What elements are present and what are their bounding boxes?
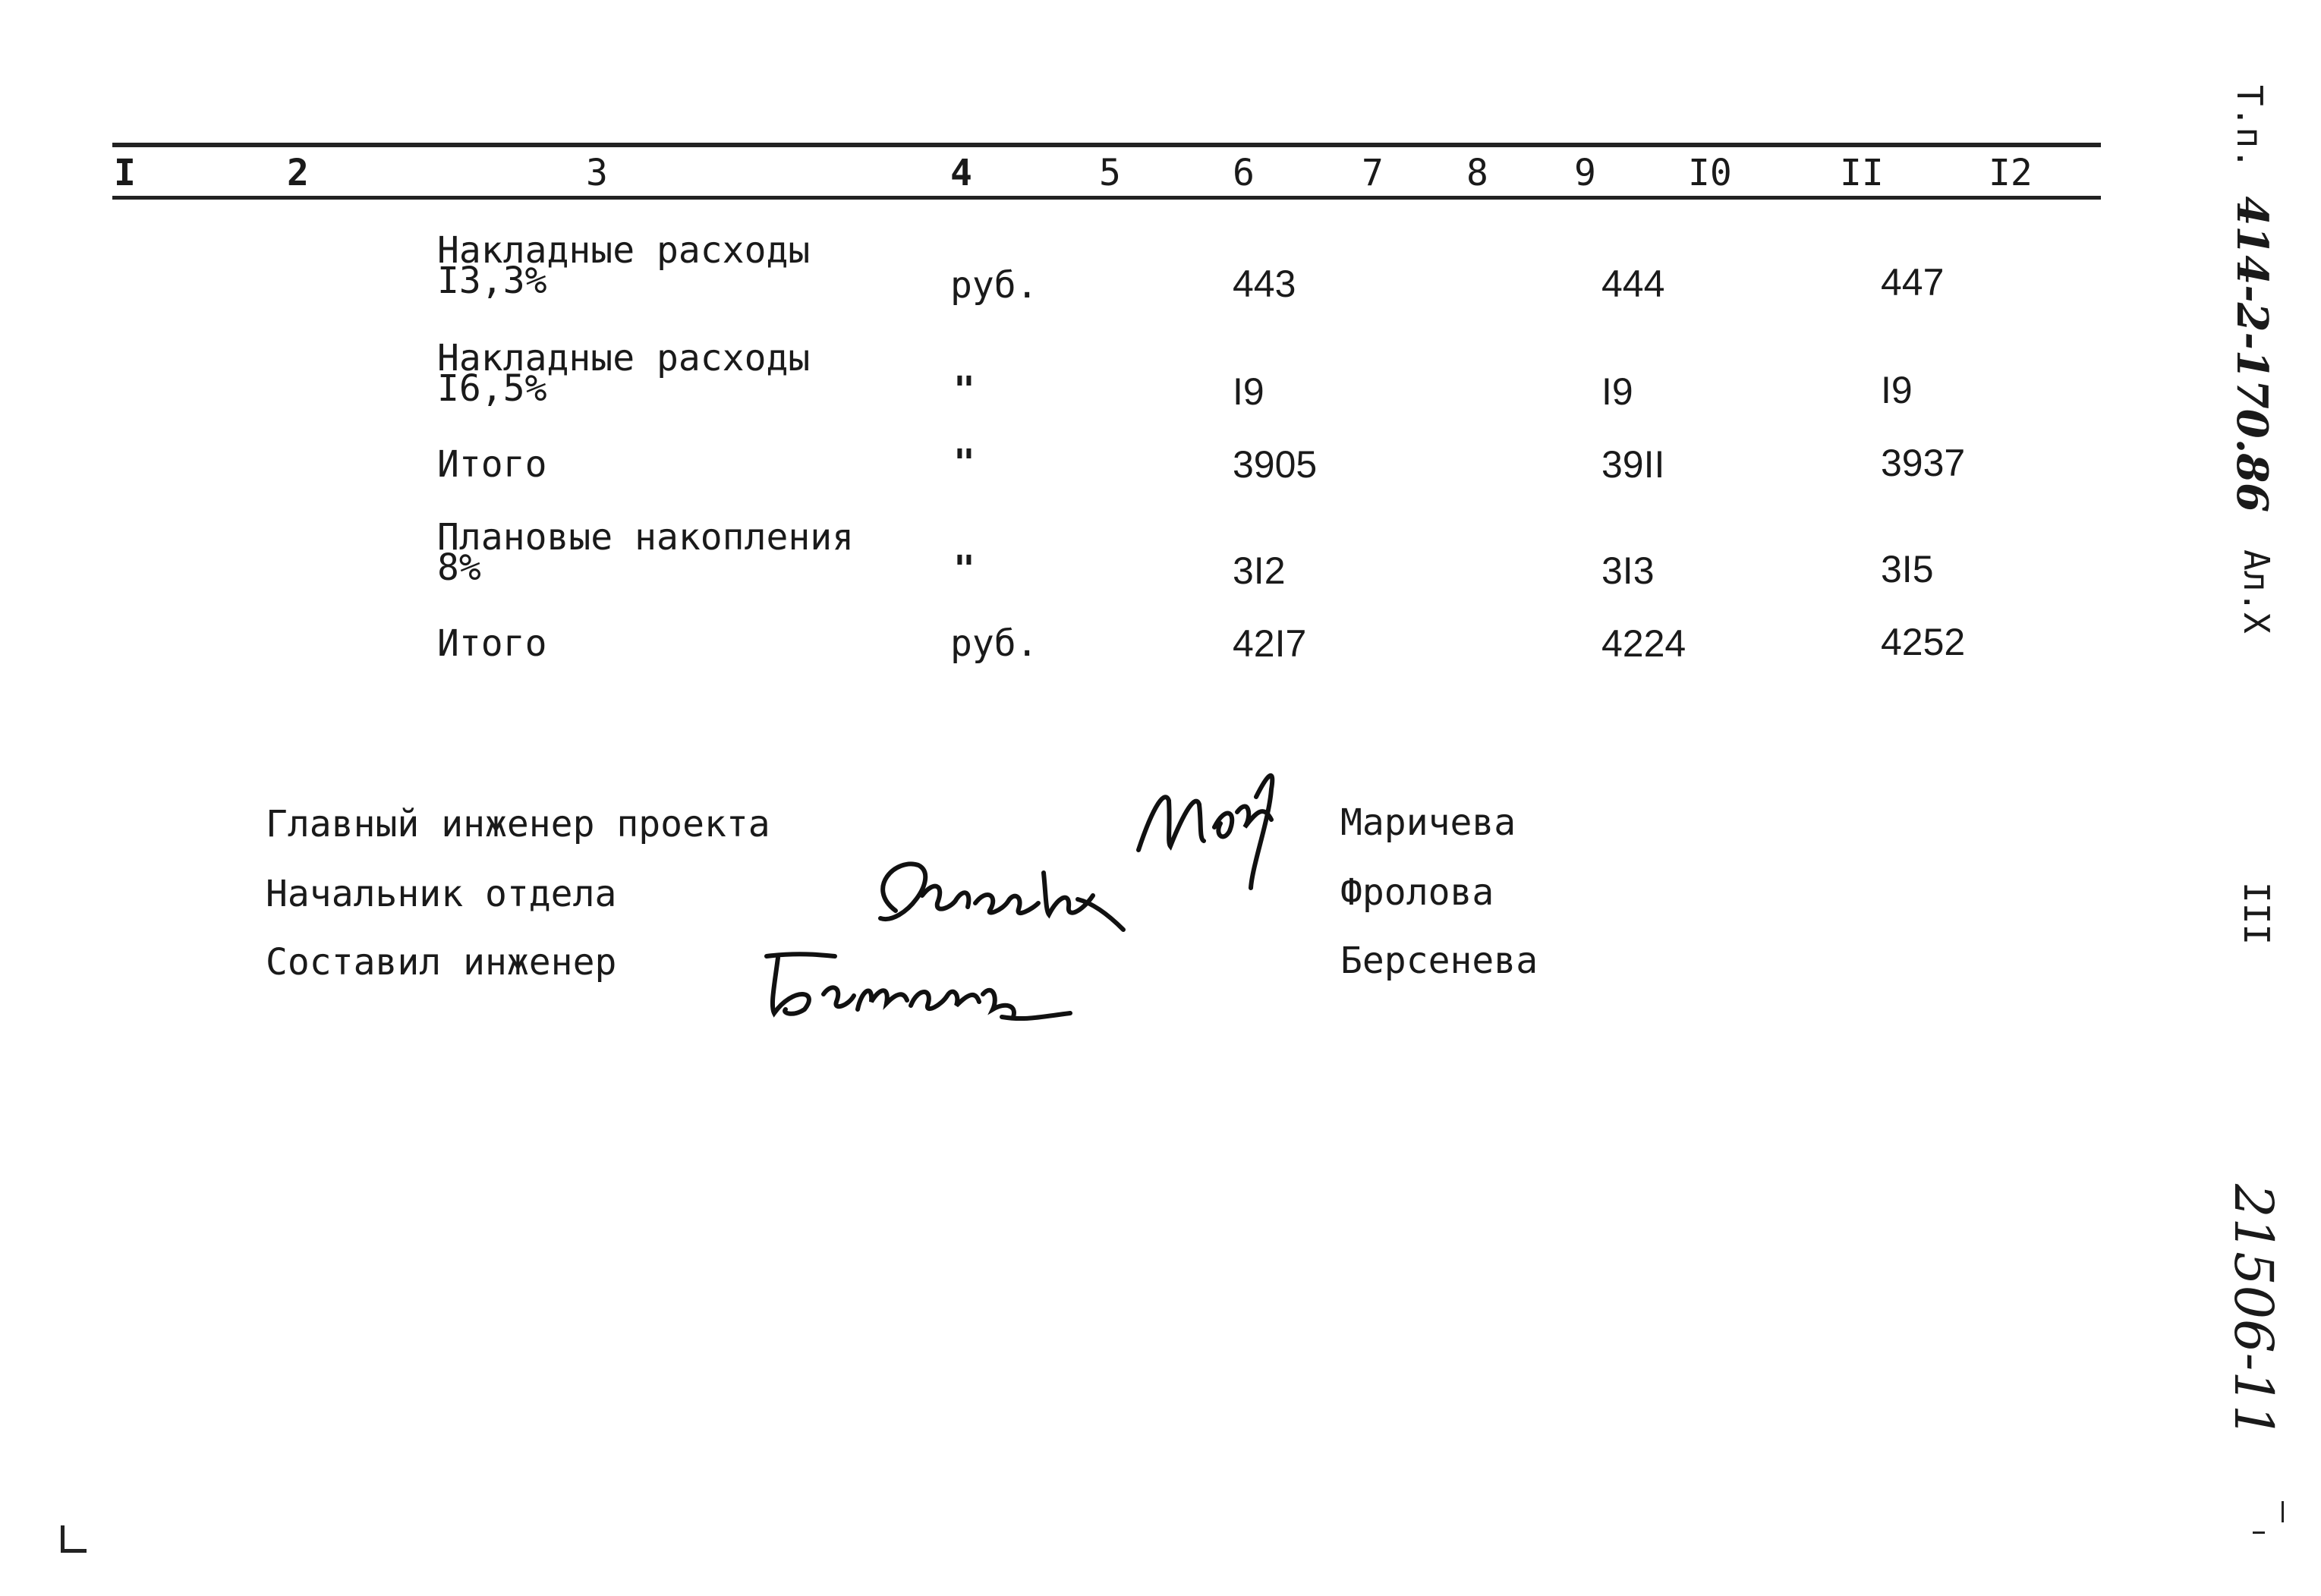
role-chief-engineer: Главный инженер проекта bbox=[266, 803, 770, 845]
doc-code-printed: Т.п. bbox=[2229, 85, 2270, 169]
row-value-col9: 3I3 bbox=[1601, 549, 1655, 592]
col-header-2: 2 bbox=[287, 152, 309, 194]
col-header-4: 4 bbox=[950, 152, 972, 194]
role-department-head: Начальник отдела bbox=[266, 873, 617, 915]
corner-mark-right-h bbox=[2253, 1531, 2265, 1534]
album-number: Ал.Х bbox=[2236, 549, 2277, 634]
row-unit: руб. bbox=[950, 264, 1038, 307]
row-value-col9: 4224 bbox=[1601, 622, 1686, 665]
header-top-rule bbox=[112, 143, 2101, 147]
row-value-col6: 3905 bbox=[1233, 443, 1318, 486]
col-header-8: 8 bbox=[1466, 152, 1488, 194]
col-header-1: I bbox=[114, 152, 136, 194]
row-value-col6: 42I7 bbox=[1233, 622, 1307, 665]
col-header-11: II bbox=[1840, 152, 1884, 194]
row-unit: " bbox=[953, 369, 975, 411]
col-header-12: I2 bbox=[1989, 152, 2033, 194]
signature-frolova bbox=[850, 842, 1154, 949]
col-header-10: I0 bbox=[1688, 152, 1732, 194]
row-value-col6: I9 bbox=[1233, 370, 1264, 413]
row-label: Итого bbox=[437, 443, 547, 486]
col-header-7: 7 bbox=[1362, 152, 1384, 194]
row-value-col9: 39II bbox=[1601, 443, 1665, 486]
row-value-col9: 444 bbox=[1601, 263, 1665, 305]
doc-code-handwritten: 414-2-170.86 bbox=[2227, 196, 2277, 513]
signature-bersenyova bbox=[751, 941, 1085, 1032]
page-number: III bbox=[2236, 882, 2277, 946]
row-label-sub: 8% bbox=[437, 546, 481, 589]
name-frolova: Фролова bbox=[1340, 871, 1494, 914]
corner-mark-right-v bbox=[2282, 1501, 2284, 1522]
row-value-col11: I9 bbox=[1881, 369, 1913, 411]
row-unit: руб. bbox=[950, 622, 1038, 665]
col-header-6: 6 bbox=[1233, 152, 1255, 194]
row-label: Плановые накопления bbox=[437, 516, 855, 559]
row-value-col11: 447 bbox=[1881, 261, 1945, 304]
col-header-3: 3 bbox=[586, 152, 608, 194]
doc-code bbox=[2227, 85, 2277, 512]
row-unit: " bbox=[953, 548, 975, 590]
name-marycheva: Маричева bbox=[1340, 801, 1516, 844]
row-label: Накладные расходы bbox=[437, 337, 811, 379]
row-value-col11: 4252 bbox=[1881, 621, 1966, 663]
inventory-number: 21506-11 bbox=[2222, 1184, 2285, 1439]
row-value-col6: 443 bbox=[1233, 263, 1296, 305]
row-label-sub: I6,5% bbox=[437, 367, 547, 410]
name-bersenyova: Берсенева bbox=[1340, 940, 1538, 982]
row-label: Накладные расходы bbox=[437, 229, 811, 272]
row-value-col6: 3I2 bbox=[1233, 549, 1286, 592]
col-header-5: 5 bbox=[1099, 152, 1121, 194]
role-engineer: Составил инженер bbox=[266, 941, 617, 984]
row-unit: " bbox=[953, 442, 975, 484]
row-value-col9: I9 bbox=[1601, 370, 1633, 413]
row-label-sub: I3,3% bbox=[437, 260, 547, 302]
row-value-col11: 3937 bbox=[1881, 442, 1966, 484]
row-label: Итого bbox=[437, 622, 547, 665]
row-value-col11: 3I5 bbox=[1881, 548, 1934, 590]
col-header-9: 9 bbox=[1574, 152, 1596, 194]
header-bottom-rule bbox=[112, 196, 2101, 200]
corner-mark-left-h bbox=[61, 1549, 87, 1553]
